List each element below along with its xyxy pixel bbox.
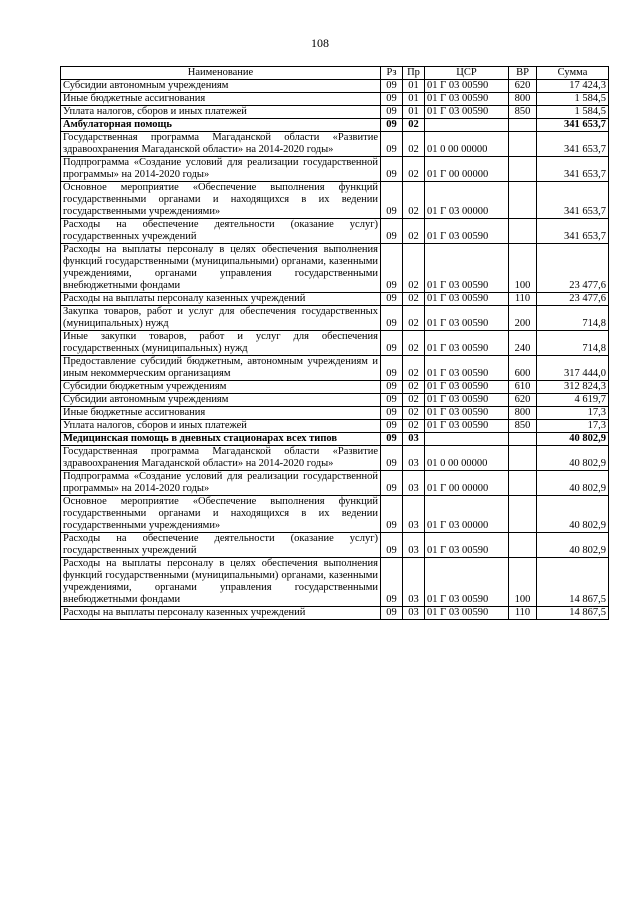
cell-csr: 01 0 00 00000 — [425, 446, 509, 471]
cell-vr — [509, 132, 537, 157]
table-row — [61, 106, 609, 119]
cell-pr: 02 — [403, 394, 425, 407]
cell-vr: 800 — [509, 93, 537, 106]
cell-csr: 01 Г 03 00590 — [425, 607, 509, 620]
cell-sum: 4 619,7 — [537, 394, 609, 407]
cell-vr: 620 — [509, 80, 537, 93]
cell-rz: 09 — [381, 533, 403, 558]
cell-csr: 01 Г 03 00590 — [425, 293, 509, 306]
cell-sum: 40 802,9 — [537, 471, 609, 496]
cell-pr: 02 — [403, 157, 425, 182]
cell-name: Расходы на выплаты персоналу казенных учреждений — [61, 293, 381, 306]
cell-name: Подпрограмма «Создание условий для реализации государственной программы» на 2014-2020 годы» — [61, 471, 381, 496]
cell-csr: 01 Г 03 00590 — [425, 219, 509, 244]
cell-rz: 09 — [381, 293, 403, 306]
cell-pr: 03 — [403, 533, 425, 558]
cell-sum: 312 824,3 — [537, 381, 609, 394]
cell-name: Государственная программа Магаданской области «Развитие здравоохранения Магаданской области» на 2014-2020 годы» — [61, 446, 381, 471]
cell-vr — [509, 533, 537, 558]
cell-csr — [425, 433, 509, 446]
cell-name: Иные бюджетные ассигнования — [61, 407, 381, 420]
table-row — [61, 607, 609, 620]
cell-csr: 01 Г 00 00000 — [425, 471, 509, 496]
cell-name: Расходы на выплаты персоналу в целях обеспечения выполнения функций государственными (муниципальными) органами, казенными учреждениями, органами управления государственными внебюджетными фондами — [61, 558, 381, 607]
cell-csr: 01 Г 03 00590 — [425, 306, 509, 331]
table-row — [61, 496, 609, 533]
cell-pr: 02 — [403, 381, 425, 394]
cell-rz: 09 — [381, 381, 403, 394]
cell-csr: 01 Г 03 00590 — [425, 244, 509, 293]
cell-csr: 01 Г 03 00590 — [425, 394, 509, 407]
cell-vr: 610 — [509, 381, 537, 394]
table-row — [61, 119, 609, 132]
table-row — [61, 306, 609, 331]
cell-name: Подпрограмма «Создание условий для реализации государственной программы» на 2014-2020 годы» — [61, 157, 381, 182]
page-number: 108 — [311, 36, 329, 50]
table-row — [61, 244, 609, 293]
cell-rz: 09 — [381, 132, 403, 157]
cell-csr: 01 Г 03 00590 — [425, 558, 509, 607]
cell-pr: 02 — [403, 119, 425, 132]
header-rz: Рз — [381, 67, 403, 80]
cell-csr: 01 Г 03 00590 — [425, 356, 509, 381]
cell-sum: 341 653,7 — [537, 219, 609, 244]
table-row — [61, 558, 609, 607]
header-csr: ЦСР — [425, 67, 509, 80]
cell-name: Иные закупки товаров, работ и услуг для обеспечения государственных (муниципальных) нужд — [61, 331, 381, 356]
cell-csr: 01 0 00 00000 — [425, 132, 509, 157]
cell-sum: 714,8 — [537, 306, 609, 331]
cell-pr: 03 — [403, 446, 425, 471]
header-vr: ВР — [509, 67, 537, 80]
cell-vr: 240 — [509, 331, 537, 356]
cell-csr: 01 Г 03 00590 — [425, 381, 509, 394]
cell-name: Уплата налогов, сборов и иных платежей — [61, 106, 381, 119]
cell-vr — [509, 157, 537, 182]
cell-vr — [509, 496, 537, 533]
cell-csr: 01 Г 03 00590 — [425, 106, 509, 119]
cell-vr: 850 — [509, 420, 537, 433]
table-row — [61, 420, 609, 433]
header-name: Наименование — [61, 67, 381, 80]
cell-rz: 09 — [381, 558, 403, 607]
table-row — [61, 219, 609, 244]
table-row — [61, 93, 609, 106]
cell-rz: 09 — [381, 471, 403, 496]
table-row — [61, 433, 609, 446]
cell-vr — [509, 182, 537, 219]
cell-vr: 110 — [509, 293, 537, 306]
cell-sum: 341 653,7 — [537, 119, 609, 132]
cell-vr: 850 — [509, 106, 537, 119]
cell-csr: 01 Г 00 00000 — [425, 157, 509, 182]
cell-pr: 01 — [403, 106, 425, 119]
cell-name: Медицинская помощь в дневных стационарах всех типов — [61, 433, 381, 446]
cell-rz: 09 — [381, 219, 403, 244]
cell-sum: 40 802,9 — [537, 446, 609, 471]
cell-pr: 02 — [403, 407, 425, 420]
cell-name: Основное мероприятие «Обеспечение выполнения функций государственными органами и находящихся в их ведении государственными учреждениями» — [61, 496, 381, 533]
cell-vr — [509, 446, 537, 471]
table-row — [61, 533, 609, 558]
cell-rz: 09 — [381, 157, 403, 182]
cell-name: Закупка товаров, работ и услуг для обеспечения государственных (муниципальных) нужд — [61, 306, 381, 331]
table-row — [61, 331, 609, 356]
cell-pr: 02 — [403, 356, 425, 381]
cell-sum: 40 802,9 — [537, 533, 609, 558]
table-row — [61, 132, 609, 157]
cell-pr: 03 — [403, 433, 425, 446]
cell-vr: 100 — [509, 558, 537, 607]
cell-pr: 02 — [403, 132, 425, 157]
cell-sum: 17 424,3 — [537, 80, 609, 93]
cell-rz: 09 — [381, 420, 403, 433]
cell-pr: 02 — [403, 420, 425, 433]
cell-name: Расходы на выплаты персоналу казенных учреждений — [61, 607, 381, 620]
cell-sum: 1 584,5 — [537, 106, 609, 119]
cell-rz: 09 — [381, 244, 403, 293]
cell-rz: 09 — [381, 119, 403, 132]
cell-vr: 200 — [509, 306, 537, 331]
table-row — [61, 407, 609, 420]
cell-vr: 600 — [509, 356, 537, 381]
cell-pr: 02 — [403, 244, 425, 293]
cell-vr: 100 — [509, 244, 537, 293]
cell-pr: 02 — [403, 182, 425, 219]
cell-name: Государственная программа Магаданской области «Развитие здравоохранения Магаданской области» на 2014-2020 годы» — [61, 132, 381, 157]
header-sum: Сумма — [537, 67, 609, 80]
cell-csr: 01 Г 03 00590 — [425, 407, 509, 420]
cell-sum: 14 867,5 — [537, 607, 609, 620]
cell-vr — [509, 219, 537, 244]
cell-sum: 341 653,7 — [537, 182, 609, 219]
cell-sum: 1 584,5 — [537, 93, 609, 106]
table-row — [61, 80, 609, 93]
cell-sum: 17,3 — [537, 407, 609, 420]
cell-name: Амбулаторная помощь — [61, 119, 381, 132]
table-row — [61, 381, 609, 394]
cell-rz: 09 — [381, 394, 403, 407]
cell-rz: 09 — [381, 446, 403, 471]
cell-vr — [509, 433, 537, 446]
cell-name: Субсидии автономным учреждениям — [61, 80, 381, 93]
cell-vr: 110 — [509, 607, 537, 620]
cell-rz: 09 — [381, 93, 403, 106]
cell-pr: 02 — [403, 331, 425, 356]
cell-rz: 09 — [381, 331, 403, 356]
cell-csr: 01 Г 03 00000 — [425, 496, 509, 533]
cell-sum: 317 444,0 — [537, 356, 609, 381]
cell-name: Предоставление субсидий бюджетным, автономным учреждениям и иным некоммерческим организациям — [61, 356, 381, 381]
cell-sum: 17,3 — [537, 420, 609, 433]
cell-csr: 01 Г 03 00590 — [425, 80, 509, 93]
table-row — [61, 157, 609, 182]
cell-rz: 09 — [381, 356, 403, 381]
cell-rz: 09 — [381, 407, 403, 420]
table-row — [61, 446, 609, 471]
cell-sum: 714,8 — [537, 331, 609, 356]
cell-vr — [509, 471, 537, 496]
table-row — [61, 293, 609, 306]
cell-vr: 620 — [509, 394, 537, 407]
cell-csr: 01 Г 03 00590 — [425, 420, 509, 433]
cell-vr — [509, 119, 537, 132]
cell-rz: 09 — [381, 80, 403, 93]
cell-pr: 03 — [403, 558, 425, 607]
cell-csr — [425, 119, 509, 132]
table-row — [61, 182, 609, 219]
cell-sum: 23 477,6 — [537, 293, 609, 306]
cell-sum: 341 653,7 — [537, 132, 609, 157]
cell-sum: 14 867,5 — [537, 558, 609, 607]
budget-table — [60, 66, 609, 620]
cell-sum: 40 802,9 — [537, 496, 609, 533]
cell-pr: 03 — [403, 496, 425, 533]
cell-rz: 09 — [381, 306, 403, 331]
table-row — [61, 356, 609, 381]
cell-pr: 01 — [403, 80, 425, 93]
header-pr: Пр — [403, 67, 425, 80]
cell-name: Иные бюджетные ассигнования — [61, 93, 381, 106]
cell-csr: 01 Г 03 00590 — [425, 331, 509, 356]
cell-name: Расходы на обеспечение деятельности (оказание услуг) государственных учреждений — [61, 533, 381, 558]
cell-pr: 03 — [403, 607, 425, 620]
table-row — [61, 394, 609, 407]
table-row — [61, 471, 609, 496]
cell-pr: 01 — [403, 93, 425, 106]
cell-name: Основное мероприятие «Обеспечение выполнения функций государственными органами и находящихся в их ведении государственными учреждениями» — [61, 182, 381, 219]
cell-rz: 09 — [381, 433, 403, 446]
cell-name: Расходы на выплаты персоналу в целях обеспечения выполнения функций государственными (муниципальными) органами, казенными учреждениями, органами управления государственными внебюджетными фондами — [61, 244, 381, 293]
cell-pr: 02 — [403, 293, 425, 306]
cell-name: Субсидии бюджетным учреждениям — [61, 381, 381, 394]
cell-sum: 23 477,6 — [537, 244, 609, 293]
cell-name: Субсидии автономным учреждениям — [61, 394, 381, 407]
cell-rz: 09 — [381, 106, 403, 119]
cell-pr: 02 — [403, 219, 425, 244]
cell-csr: 01 Г 03 00000 — [425, 182, 509, 219]
cell-name: Расходы на обеспечение деятельности (оказание услуг) государственных учреждений — [61, 219, 381, 244]
cell-vr: 800 — [509, 407, 537, 420]
cell-csr: 01 Г 03 00590 — [425, 533, 509, 558]
cell-csr: 01 Г 03 00590 — [425, 93, 509, 106]
cell-pr: 02 — [403, 306, 425, 331]
cell-pr: 03 — [403, 471, 425, 496]
cell-name: Уплата налогов, сборов и иных платежей — [61, 420, 381, 433]
cell-rz: 09 — [381, 182, 403, 219]
cell-rz: 09 — [381, 496, 403, 533]
cell-sum: 341 653,7 — [537, 157, 609, 182]
table-header-row — [61, 67, 609, 80]
cell-sum: 40 802,9 — [537, 433, 609, 446]
cell-rz: 09 — [381, 607, 403, 620]
